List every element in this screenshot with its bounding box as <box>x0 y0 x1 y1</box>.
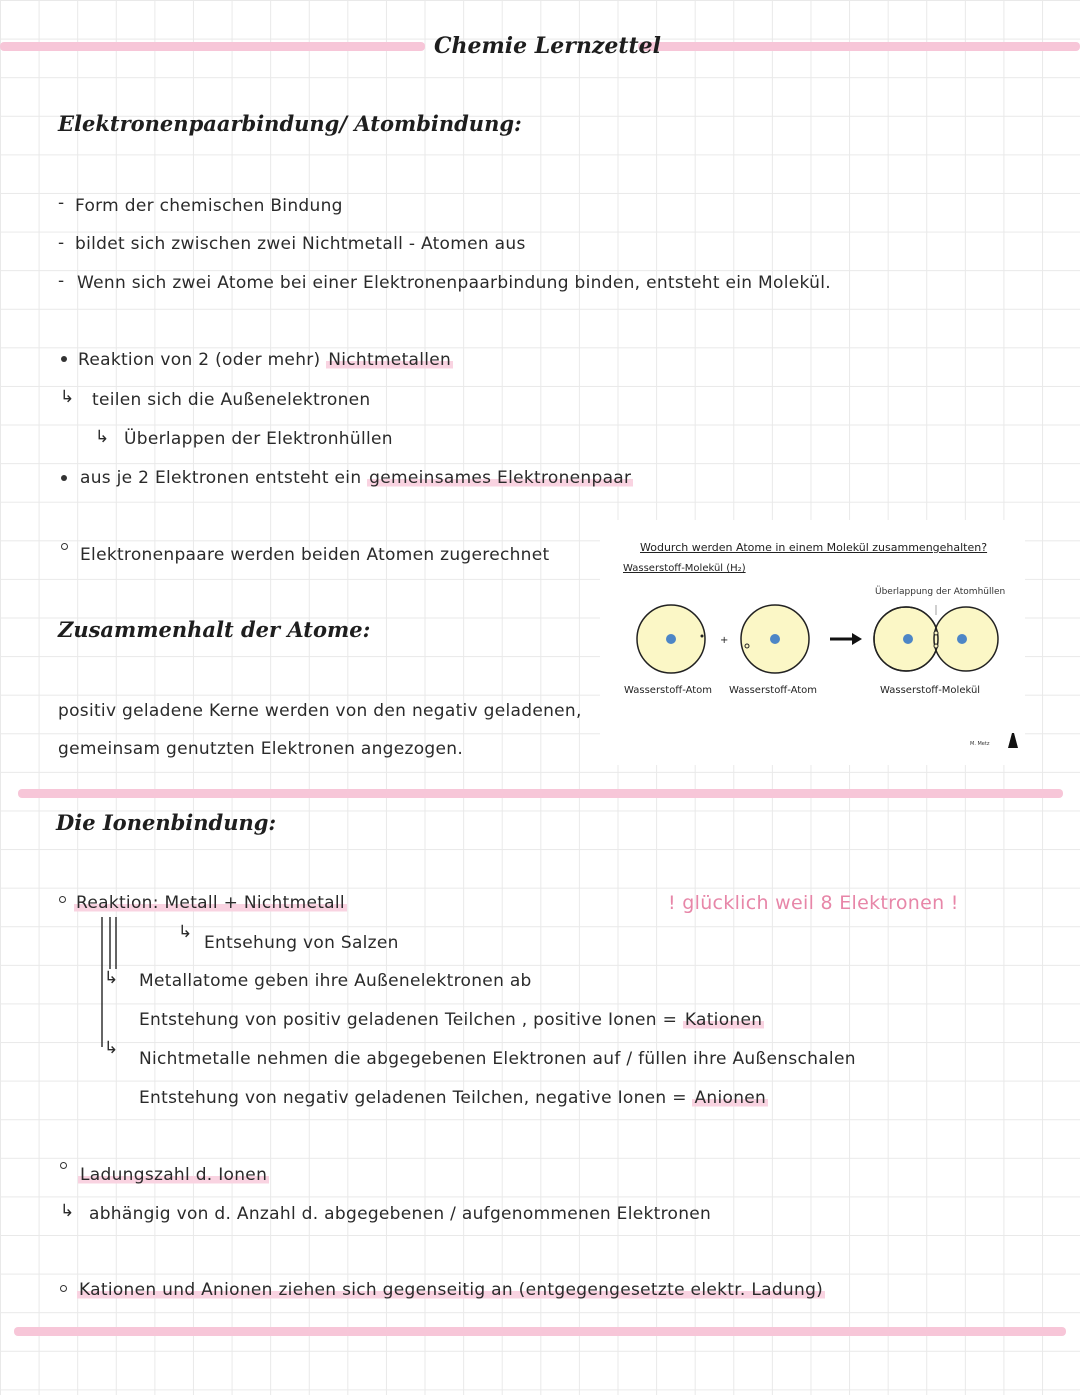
electron-2 <box>745 644 749 648</box>
divider-1 <box>18 789 1063 798</box>
section-title-zusammenhalt: Zusammenhalt der Atome: <box>58 617 371 642</box>
zusammenhalt-line-2: gemeinsam genutzten Elektronen angezogen. <box>58 739 464 759</box>
reaction-highlight: Nichtmetallen <box>328 350 452 370</box>
arrow-marker: ↳ <box>60 1201 75 1221</box>
ion-reaction-highlight: Reaktion: Metall + Nichtmetall <box>76 893 345 913</box>
flask-icon <box>1008 733 1018 748</box>
cation-prefix: Entstehung von positiv geladenen Teilchen , positive Ionen = <box>139 1010 678 1030</box>
shared-electron-2 <box>934 644 938 648</box>
credit-text: M. Metz <box>970 741 990 747</box>
plus-sign-icon: + <box>720 635 729 646</box>
pair-line <box>80 468 633 488</box>
salts-line: Entsehung von Salzen <box>204 933 399 953</box>
cation-highlight: Kationen <box>684 1010 763 1030</box>
page-title: Chemie Lernzettel <box>434 33 662 59</box>
pair-highlight: gemeinsames Elektronenpaar <box>369 468 632 488</box>
shared-electron-1 <box>934 631 938 635</box>
bullet <box>61 543 68 550</box>
nucleus-2 <box>770 634 780 644</box>
reaction-prefix: Reaktion von 2 (oder mehr) <box>78 350 321 370</box>
assigned-line: Elektronenpaare werden beiden Atomen zugerechnet <box>80 545 550 565</box>
header-bar-left <box>0 42 425 51</box>
dash-item: Form der chemischen Bindung <box>75 196 343 216</box>
dash-marker: - <box>58 193 65 213</box>
dash-marker: - <box>58 233 65 253</box>
charge-detail: abhängig von d. Anzahl d. abgegebenen / aufgenommenen Elektronen <box>89 1204 712 1224</box>
happy-note: ! glücklich weil 8 Elektronen ! <box>668 892 959 914</box>
nucleus-1 <box>666 634 676 644</box>
divider-2 <box>14 1327 1066 1336</box>
dash-marker: - <box>58 271 65 291</box>
dash-item: Wenn sich zwei Atome bei einer Elektronenpaarbindung binden, entsteht ein Molekül. <box>77 273 831 293</box>
bullet <box>61 356 67 362</box>
pair-prefix: aus je 2 Elektronen entsteht ein <box>80 468 362 488</box>
bullet <box>60 1285 67 1292</box>
anion-highlight: Anionen <box>694 1088 767 1108</box>
molecule-nucleus-1 <box>903 634 913 644</box>
salts-arrow-marker: ↳ <box>178 922 193 942</box>
bullet <box>60 1162 67 1169</box>
atom-label-1: Wasserstoff-Atom <box>624 685 713 696</box>
bullet <box>59 896 66 903</box>
arrow-line-overlap: Überlappen der Elektronhüllen <box>124 429 393 449</box>
bullet <box>61 475 67 481</box>
arrow-marker: ↳ <box>95 427 110 447</box>
atom-diagram-svg <box>600 520 1025 765</box>
nonmetal-line: Nichtmetalle nehmen die abgegebenen Elektronen auf / füllen ihre Außenschalen <box>139 1049 856 1069</box>
header-bar-right <box>638 42 1080 51</box>
diagram-subtitle: Wasserstoff-Molekül (H₂) <box>623 563 746 574</box>
anion-line <box>139 1088 768 1108</box>
molecule-label: Wasserstoff-Molekül <box>880 685 981 696</box>
arrow-line-share: teilen sich die Außenelektronen <box>92 390 371 410</box>
arrow-marker: ↳ <box>104 1038 119 1058</box>
attraction-text: Kationen und Anionen ziehen sich gegenseitig an (entgegengesetzte elektr. Ladung) <box>79 1280 824 1300</box>
dash-item: bildet sich zwischen zwei Nichtmetall - Atomen aus <box>75 234 526 254</box>
cation-line <box>139 1010 764 1030</box>
arrow-marker: ↳ <box>60 387 75 407</box>
zusammenhalt-line-1: positiv geladene Kerne werden von den negativ geladenen, <box>58 701 582 721</box>
attraction-line <box>77 1280 825 1300</box>
ion-reaction-line <box>74 893 347 913</box>
hydrogen-molecule-diagram <box>600 520 1025 765</box>
diagram-question: Wodurch werden Atome in einem Molekül zusammengehalten? <box>640 541 988 554</box>
metal-line: Metallatome geben ihre Außenelektronen ab <box>139 971 532 991</box>
arrow-head-icon <box>852 633 862 645</box>
section-title-ionenbindung: Die Ionenbindung: <box>56 810 277 835</box>
electron-1 <box>701 635 704 638</box>
section-title-atombindung: Elektronenpaarbindung/ Atombindung: <box>58 111 522 136</box>
anion-prefix: Entstehung von negativ geladenen Teilchen, negative Ionen = <box>139 1088 687 1108</box>
molecule-nucleus-2 <box>957 634 967 644</box>
overlap-label: Überlappung der Atomhüllen <box>875 587 1006 597</box>
atom-label-2: Wasserstoff-Atom <box>729 685 818 696</box>
arrow-marker: ↳ <box>104 968 119 988</box>
charge-heading: Ladungszahl d. Ionen <box>80 1165 268 1185</box>
reaction-line <box>78 350 453 370</box>
charge-line <box>78 1165 269 1185</box>
